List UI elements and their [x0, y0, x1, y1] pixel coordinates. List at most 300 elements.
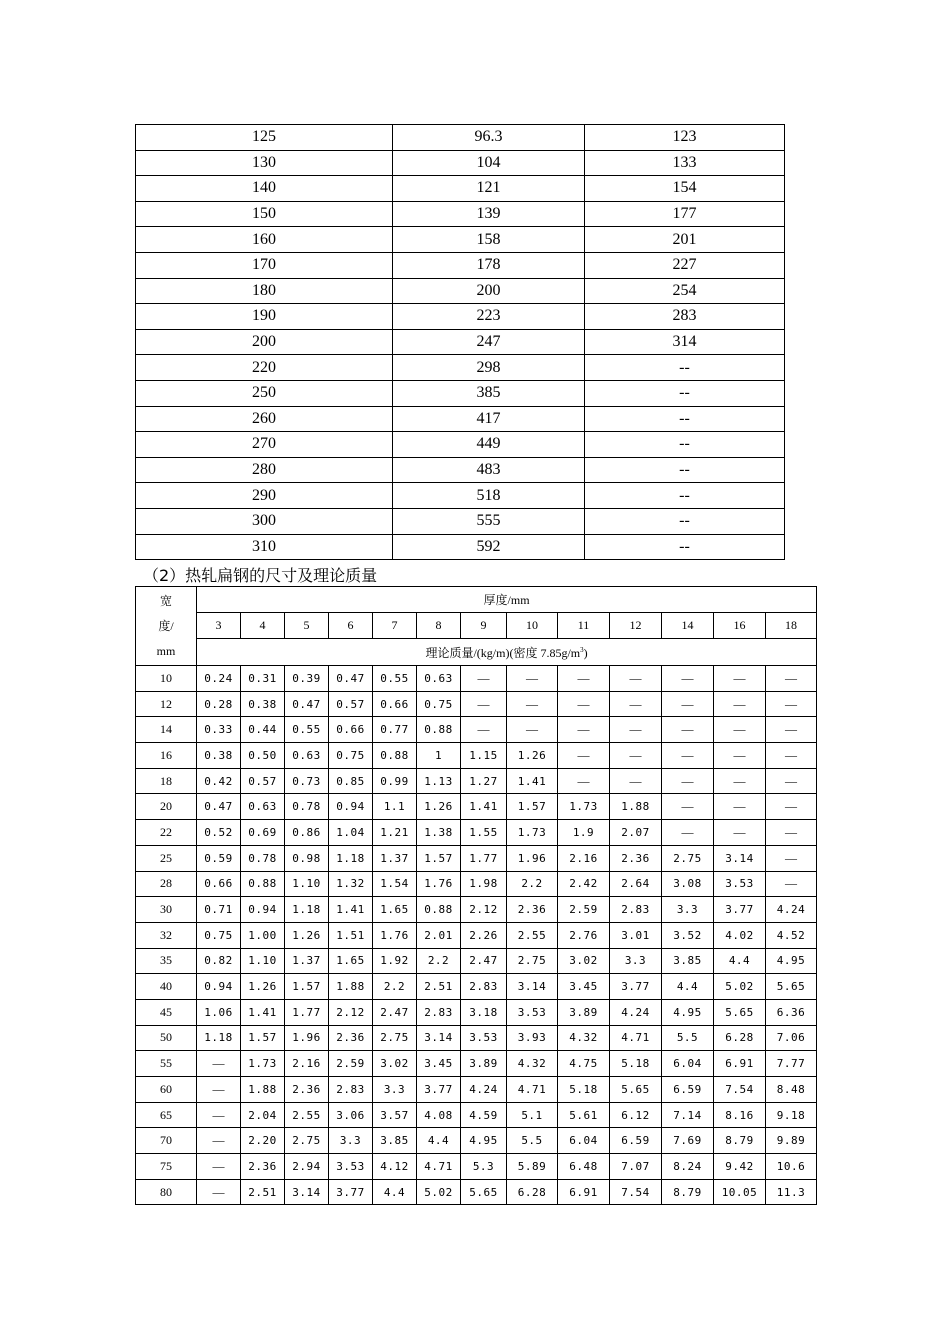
- table-row: [136, 794, 817, 820]
- mass-cell: —: [662, 691, 714, 717]
- thickness-header-cell: 7: [373, 613, 417, 639]
- width-cell: 45: [136, 999, 197, 1025]
- table-cell: 178: [393, 252, 585, 278]
- table-row: [136, 508, 785, 534]
- table-cell: 483: [393, 457, 585, 483]
- table-row: [136, 432, 785, 458]
- width-header: [136, 587, 197, 666]
- table-cell: 200: [136, 329, 393, 355]
- mass-cell: 1.57: [285, 974, 329, 1000]
- mass-cell: 5.65: [766, 974, 817, 1000]
- mass-cell: 2.51: [241, 1179, 285, 1205]
- mass-cell: 10.6: [766, 1154, 817, 1180]
- table-row: [136, 125, 785, 151]
- thickness-header-cell: 9: [461, 613, 507, 639]
- mass-cell: 1.77: [285, 999, 329, 1025]
- mass-cell: 1.21: [373, 820, 417, 846]
- mass-cell: 0.47: [329, 666, 373, 692]
- table-row: [136, 534, 785, 560]
- mass-cell: 2.2: [507, 871, 558, 897]
- mass-cell: 4.95: [766, 948, 817, 974]
- mass-cell: 1.1: [373, 794, 417, 820]
- mass-cell: 0.66: [197, 871, 241, 897]
- mass-cell: 2.36: [329, 1025, 373, 1051]
- mass-cell: 3.3: [373, 1077, 417, 1103]
- mass-cell: 2.20: [241, 1128, 285, 1154]
- table-cell: 123: [585, 125, 785, 151]
- table-row: [136, 406, 785, 432]
- mass-cell: 3.14: [507, 974, 558, 1000]
- mass-cell: —: [507, 717, 558, 743]
- mass-cell: 2.47: [373, 999, 417, 1025]
- table-row: [136, 150, 785, 176]
- mass-cell: 0.38: [197, 743, 241, 769]
- table-cell: 254: [585, 278, 785, 304]
- width-cell: 70: [136, 1128, 197, 1154]
- mass-cell: 0.57: [329, 691, 373, 717]
- width-cell: 32: [136, 922, 197, 948]
- table-cell: 314: [585, 329, 785, 355]
- mass-cell: 0.47: [285, 691, 329, 717]
- mass-cell: 4.4: [417, 1128, 461, 1154]
- mass-header-text: 理论质量/(kg/m)(密度 7.85g/m: [425, 645, 581, 660]
- mass-cell: 6.12: [610, 1102, 662, 1128]
- mass-cell: 0.44: [241, 717, 285, 743]
- mass-cell: —: [558, 691, 610, 717]
- table-cell: 220: [136, 355, 393, 381]
- width-cell: 35: [136, 948, 197, 974]
- table-cell: 555: [393, 508, 585, 534]
- mass-cell: 2.04: [241, 1102, 285, 1128]
- table-cell: 227: [585, 252, 785, 278]
- mass-cell: 0.24: [197, 666, 241, 692]
- mass-cell: —: [558, 717, 610, 743]
- mass-cell: 6.28: [714, 1025, 766, 1051]
- mass-cell: 4.71: [507, 1077, 558, 1103]
- table-cell: 518: [393, 483, 585, 509]
- mass-cell: 1.41: [507, 768, 558, 794]
- table-row: [136, 871, 817, 897]
- mass-cell: 0.78: [241, 845, 285, 871]
- thickness-header-cell: 3: [197, 613, 241, 639]
- mass-cell: 0.77: [373, 717, 417, 743]
- mass-cell: —: [197, 1077, 241, 1103]
- mass-cell: 1.10: [285, 871, 329, 897]
- mass-cell: 1.18: [329, 845, 373, 871]
- mass-cell: 3.14: [417, 1025, 461, 1051]
- mass-cell: 0.75: [329, 743, 373, 769]
- mass-cell: —: [714, 794, 766, 820]
- mass-cell: 3.02: [558, 948, 610, 974]
- table-row: [136, 999, 817, 1025]
- table-cell: 96.3: [393, 125, 585, 151]
- mass-cell: —: [662, 768, 714, 794]
- mass-cell: 1.18: [197, 1025, 241, 1051]
- thickness-header-row: [136, 587, 817, 613]
- section-caption: （2）热轧扁钢的尺寸及理论质量: [143, 566, 378, 585]
- mass-cell: 0.69: [241, 820, 285, 846]
- mass-cell: —: [714, 666, 766, 692]
- table-row: [136, 948, 817, 974]
- mass-cell: 2.83: [417, 999, 461, 1025]
- table-cell: 200: [393, 278, 585, 304]
- table-row: [136, 1025, 817, 1051]
- mass-cell: 3.14: [714, 845, 766, 871]
- table-row: [136, 922, 817, 948]
- mass-cell: 6.04: [662, 1051, 714, 1077]
- table-row: [136, 845, 817, 871]
- width-cell: 20: [136, 794, 197, 820]
- mass-cell: 3.89: [558, 999, 610, 1025]
- mass-cell: —: [766, 666, 817, 692]
- mass-cell: 2.59: [329, 1051, 373, 1077]
- table-row: [136, 252, 785, 278]
- mass-cell: 0.55: [285, 717, 329, 743]
- mass-cell: 0.94: [241, 897, 285, 923]
- mass-cell: 1.41: [329, 897, 373, 923]
- table-cell: --: [585, 534, 785, 560]
- table-cell: 170: [136, 252, 393, 278]
- mass-cell: 3.85: [662, 948, 714, 974]
- table-cell: 290: [136, 483, 393, 509]
- mass-cell: 4.4: [714, 948, 766, 974]
- table-row: [136, 457, 785, 483]
- mass-cell: 1.57: [241, 1025, 285, 1051]
- mass-cell: 1.04: [329, 820, 373, 846]
- table-cell: 130: [136, 150, 393, 176]
- table-cell: 592: [393, 534, 585, 560]
- mass-cell: 0.42: [197, 768, 241, 794]
- mass-header-row: [136, 639, 817, 666]
- mass-cell: —: [558, 768, 610, 794]
- mass-cell: 1.00: [241, 922, 285, 948]
- mass-cell: 7.54: [714, 1077, 766, 1103]
- mass-cell: 5.65: [461, 1179, 507, 1205]
- mass-cell: 0.59: [197, 845, 241, 871]
- mass-cell: 1.76: [417, 871, 461, 897]
- mass-cell: 1.57: [507, 794, 558, 820]
- mass-cell: 0.38: [241, 691, 285, 717]
- mass-cell: —: [766, 717, 817, 743]
- table-row: [136, 201, 785, 227]
- mass-cell: 1.88: [329, 974, 373, 1000]
- mass-cell: 1.55: [461, 820, 507, 846]
- width-header-line: 度/: [158, 618, 174, 633]
- table-row: [136, 1154, 817, 1180]
- mass-cell: 6.59: [662, 1077, 714, 1103]
- width-cell: 14: [136, 717, 197, 743]
- mass-cell: —: [610, 717, 662, 743]
- mass-cell: 1.41: [241, 999, 285, 1025]
- mass-cell: —: [197, 1154, 241, 1180]
- mass-cell: 5.18: [558, 1077, 610, 1103]
- mass-cell: 3.53: [461, 1025, 507, 1051]
- mass-cell: 7.77: [766, 1051, 817, 1077]
- mass-cell: 3.08: [662, 871, 714, 897]
- mass-cell: 3.3: [329, 1128, 373, 1154]
- mass-cell: 2.2: [417, 948, 461, 974]
- width-cell: 25: [136, 845, 197, 871]
- mass-cell: 2.55: [507, 922, 558, 948]
- table-cell: --: [585, 483, 785, 509]
- mass-cell: 4.02: [714, 922, 766, 948]
- mass-cell: 3.53: [714, 871, 766, 897]
- mass-cell: 3.45: [417, 1051, 461, 1077]
- table-row: [136, 227, 785, 253]
- mass-cell: 1.18: [285, 897, 329, 923]
- table-cell: 298: [393, 355, 585, 381]
- mass-cell: —: [766, 820, 817, 846]
- mass-cell: 0.28: [197, 691, 241, 717]
- table-row: [136, 329, 785, 355]
- table-row: [136, 691, 817, 717]
- mass-cell: —: [197, 1179, 241, 1205]
- mass-cell: 2.83: [461, 974, 507, 1000]
- mass-cell: 1.76: [373, 922, 417, 948]
- mass-cell: 3.93: [507, 1025, 558, 1051]
- mass-cell: 0.71: [197, 897, 241, 923]
- mass-cell: 3.77: [417, 1077, 461, 1103]
- table-cell: 133: [585, 150, 785, 176]
- mass-cell: 4.95: [461, 1128, 507, 1154]
- mass-cell: 4.12: [373, 1154, 417, 1180]
- width-cell: 12: [136, 691, 197, 717]
- mass-cell: 3.53: [329, 1154, 373, 1180]
- table-cell: --: [585, 406, 785, 432]
- mass-cell: 2.12: [329, 999, 373, 1025]
- table-row: [136, 176, 785, 202]
- mass-cell: 7.54: [610, 1179, 662, 1205]
- table-cell: 190: [136, 304, 393, 330]
- mass-cell: 6.36: [766, 999, 817, 1025]
- mass-cell: 2.47: [461, 948, 507, 974]
- mass-cell: 2.64: [610, 871, 662, 897]
- table-cell: 140: [136, 176, 393, 202]
- mass-cell: 0.50: [241, 743, 285, 769]
- mass-cell: 3.85: [373, 1128, 417, 1154]
- mass-cell: 1.88: [241, 1077, 285, 1103]
- table-cell: 310: [136, 534, 393, 560]
- mass-cell: —: [662, 717, 714, 743]
- mass-cell: 0.75: [417, 691, 461, 717]
- mass-cell: 0.33: [197, 717, 241, 743]
- width-cell: 10: [136, 666, 197, 692]
- mass-cell: 0.63: [285, 743, 329, 769]
- mass-cell: 6.28: [507, 1179, 558, 1205]
- thickness-header-cell: 6: [329, 613, 373, 639]
- mass-cell: 3.57: [373, 1102, 417, 1128]
- mass-cell: 1.73: [507, 820, 558, 846]
- thickness-header-cell: 16: [714, 613, 766, 639]
- mass-cell: 2.36: [285, 1077, 329, 1103]
- table-cell: 250: [136, 380, 393, 406]
- mass-cell: 3.52: [662, 922, 714, 948]
- table-cell: 154: [585, 176, 785, 202]
- thickness-values-row: [136, 613, 817, 639]
- mass-cell: 0.88: [417, 717, 461, 743]
- mass-cell: 6.48: [558, 1154, 610, 1180]
- mass-cell: 2.75: [373, 1025, 417, 1051]
- mass-cell: 4.24: [766, 897, 817, 923]
- mass-cell: 2.36: [610, 845, 662, 871]
- mass-cell: 0.78: [285, 794, 329, 820]
- thickness-header-cell: 14: [662, 613, 714, 639]
- width-cell: 18: [136, 768, 197, 794]
- mass-cell: 8.48: [766, 1077, 817, 1103]
- table-cell: 385: [393, 380, 585, 406]
- mass-cell: 1.54: [373, 871, 417, 897]
- mass-cell: 0.98: [285, 845, 329, 871]
- mass-cell: 3.02: [373, 1051, 417, 1077]
- mass-cell: 2.75: [507, 948, 558, 974]
- mass-cell: 4.75: [558, 1051, 610, 1077]
- mass-cell: 1.15: [461, 743, 507, 769]
- mass-cell: 3.3: [662, 897, 714, 923]
- table-cell: 158: [393, 227, 585, 253]
- mass-cell: 3.18: [461, 999, 507, 1025]
- mass-cell: 3.89: [461, 1051, 507, 1077]
- mass-cell: 0.88: [417, 897, 461, 923]
- mass-cell: 3.06: [329, 1102, 373, 1128]
- mass-cell: —: [507, 691, 558, 717]
- thickness-header: 厚度/mm: [197, 587, 817, 613]
- mass-cell: 5.65: [714, 999, 766, 1025]
- mass-cell: —: [766, 845, 817, 871]
- mass-cell: 1.96: [285, 1025, 329, 1051]
- mass-cell: 4.32: [507, 1051, 558, 1077]
- mass-cell: 2.16: [558, 845, 610, 871]
- mass-cell: 6.91: [714, 1051, 766, 1077]
- mass-cell: 0.63: [241, 794, 285, 820]
- mass-cell: 0.52: [197, 820, 241, 846]
- mass-cell: 0.88: [241, 871, 285, 897]
- table-row: [136, 278, 785, 304]
- mass-cell: 1: [417, 743, 461, 769]
- mass-cell: 1.92: [373, 948, 417, 974]
- mass-cell: 6.04: [558, 1128, 610, 1154]
- mass-cell: 1.37: [373, 845, 417, 871]
- mass-cell: 2.76: [558, 922, 610, 948]
- mass-cell: —: [558, 666, 610, 692]
- mass-cell: 2.59: [558, 897, 610, 923]
- mass-cell: 3.77: [714, 897, 766, 923]
- mass-cell: —: [714, 691, 766, 717]
- table-row: [136, 304, 785, 330]
- mass-cell: —: [197, 1102, 241, 1128]
- mass-cell: 0.85: [329, 768, 373, 794]
- mass-cell: —: [610, 666, 662, 692]
- mass-cell: 4.08: [417, 1102, 461, 1128]
- thickness-header-cell: 18: [766, 613, 817, 639]
- round-bar-table-body: [136, 125, 785, 560]
- mass-cell: 4.95: [662, 999, 714, 1025]
- mass-cell: 0.73: [285, 768, 329, 794]
- mass-cell: 0.86: [285, 820, 329, 846]
- mass-cell: 7.69: [662, 1128, 714, 1154]
- mass-cell: 5.3: [461, 1154, 507, 1180]
- mass-cell: 4.24: [610, 999, 662, 1025]
- mass-cell: 7.06: [766, 1025, 817, 1051]
- table-row: [136, 355, 785, 381]
- mass-cell: 1.73: [558, 794, 610, 820]
- mass-cell: 1.9: [558, 820, 610, 846]
- table-cell: --: [585, 432, 785, 458]
- thickness-header-cell: 4: [241, 613, 285, 639]
- mass-cell: 1.10: [241, 948, 285, 974]
- mass-cell: 4.32: [558, 1025, 610, 1051]
- width-cell: 22: [136, 820, 197, 846]
- mass-cell: 4.52: [766, 922, 817, 948]
- table-cell: 283: [585, 304, 785, 330]
- mass-cell: —: [714, 717, 766, 743]
- mass-cell: 2.16: [285, 1051, 329, 1077]
- width-cell: 16: [136, 743, 197, 769]
- width-cell: 80: [136, 1179, 197, 1205]
- mass-cell: 8.16: [714, 1102, 766, 1128]
- width-cell: 65: [136, 1102, 197, 1128]
- mass-cell: 4.71: [417, 1154, 461, 1180]
- table-row: [136, 974, 817, 1000]
- mass-cell: 5.1: [507, 1102, 558, 1128]
- flat-steel-table: [135, 586, 817, 1205]
- mass-cell: 8.24: [662, 1154, 714, 1180]
- mass-cell: 1.06: [197, 999, 241, 1025]
- mass-cell: 3.45: [558, 974, 610, 1000]
- mass-cell: 1.13: [417, 768, 461, 794]
- mass-cell: 0.66: [329, 717, 373, 743]
- thickness-header-cell: 11: [558, 613, 610, 639]
- mass-cell: 6.59: [610, 1128, 662, 1154]
- table-cell: 280: [136, 457, 393, 483]
- mass-cell: 0.63: [417, 666, 461, 692]
- table-row: [136, 897, 817, 923]
- thickness-header-cell: 8: [417, 613, 461, 639]
- table-row: [136, 717, 817, 743]
- mass-cell: 2.51: [417, 974, 461, 1000]
- table-cell: --: [585, 380, 785, 406]
- table-row: [136, 1077, 817, 1103]
- table-row: [136, 1179, 817, 1205]
- table-cell: 260: [136, 406, 393, 432]
- mass-cell: 5.89: [507, 1154, 558, 1180]
- mass-cell: 3.53: [507, 999, 558, 1025]
- mass-cell: —: [662, 743, 714, 769]
- mass-cell: 5.02: [417, 1179, 461, 1205]
- mass-cell: —: [714, 768, 766, 794]
- table-row: [136, 1102, 817, 1128]
- width-cell: 60: [136, 1077, 197, 1103]
- mass-cell: 7.14: [662, 1102, 714, 1128]
- mass-cell: 1.96: [507, 845, 558, 871]
- width-cell: 55: [136, 1051, 197, 1077]
- mass-cell: 1.26: [285, 922, 329, 948]
- mass-cell: —: [610, 768, 662, 794]
- mass-cell: 1.51: [329, 922, 373, 948]
- mass-cell: 1.26: [507, 743, 558, 769]
- mass-cell: 8.79: [662, 1179, 714, 1205]
- mass-cell: 0.31: [241, 666, 285, 692]
- mass-cell: 1.38: [417, 820, 461, 846]
- mass-cell: 3.01: [610, 922, 662, 948]
- thickness-header-cell: 5: [285, 613, 329, 639]
- mass-cell: 4.59: [461, 1102, 507, 1128]
- mass-cell: 4.24: [461, 1077, 507, 1103]
- mass-cell: 1.77: [461, 845, 507, 871]
- mass-cell: 5.5: [507, 1128, 558, 1154]
- mass-cell: 9.18: [766, 1102, 817, 1128]
- mass-cell: 1.73: [241, 1051, 285, 1077]
- mass-cell: —: [197, 1051, 241, 1077]
